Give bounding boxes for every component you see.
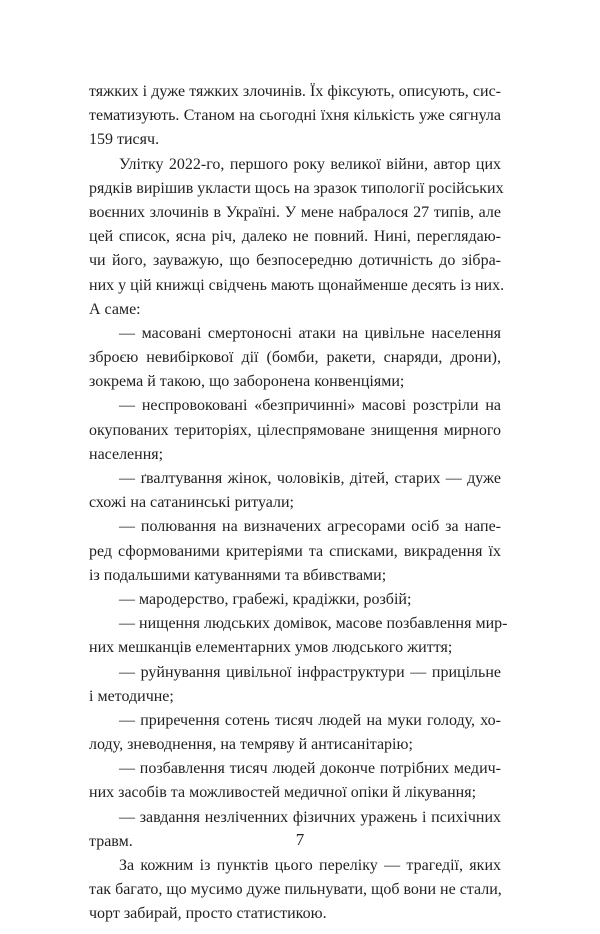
list-item-line: — руйнування цивільної інфраструктури — прицільне <box>119 663 501 681</box>
page-number: 7 <box>295 830 305 849</box>
list-item-line: із подальшими катуваннями та вбивствами; <box>89 566 387 584</box>
text-line: так багато, що мусимо дуже пильнувати, щоб вони не стали, <box>89 881 502 899</box>
list-item-line: — завдання незліченних фізичних уражень і психічних <box>119 808 501 826</box>
body-text <box>89 80 508 927</box>
text-line: воєнних злочинів в Україні. У мене набралося 27 типів, але <box>89 203 501 221</box>
text-line: тяжких і дуже тяжких злочинів. Їх фіксують, описують, сис- <box>89 83 501 100</box>
list-item-line: — позбавлення тисяч людей доконче потрібних медич- <box>119 760 501 778</box>
list-item-line: зокрема й такою, що заборонена конвенціями; <box>89 373 405 391</box>
list-item-line: — масовані смертоносні атаки на цивільне населення <box>119 324 501 342</box>
list-item-line: — нищення людських домівок, масове позбавлення мир- <box>119 615 508 633</box>
list-item-line: ред сформованими критеріями та списками, викрадення їх <box>89 542 501 560</box>
list-item-line: зброєю невибіркової дії (бомби, ракети, снаряди, дрони), <box>89 349 501 367</box>
text-line: чорт забирай, просто статистикою. <box>89 905 327 923</box>
list-item-line: — неспровоковані «безпричинні» масові розстріли на <box>119 397 501 415</box>
list-item-line: — приречення сотень тисяч людей на муки голоду, хо- <box>119 711 501 729</box>
text-line: Улітку 2022-го, першого року великої війни, автор цих <box>119 155 501 173</box>
list-item-line: — ґвалтування жінок, чоловіків, дітей, старих — дуже <box>119 470 501 487</box>
list-item-line: схожі на сатанинські ритуали; <box>89 494 294 512</box>
list-item-line: — мародерство, грабежі, крадіжки, розбій; <box>119 590 412 608</box>
text-line: чи його, зауважую, що безпосередню дотичність до зібра- <box>89 252 501 270</box>
text-line: цей список, ясна річ, далеко не повний. Нині, переглядаю- <box>89 228 501 246</box>
list-item-line: населення; <box>89 445 164 463</box>
text-line: них у цій книжці свідчень мають щонайменше десять із них. <box>89 276 505 294</box>
text-line: 159 тисяч. <box>89 131 160 149</box>
list-item-line: окупованих територіях, цілеспрямоване знищення мирного <box>89 421 501 439</box>
text-line: За кожним із пунктів цього переліку — трагедії, яких <box>119 857 501 874</box>
list-item-line: травм. <box>89 832 133 850</box>
text-line: А саме: <box>89 300 141 318</box>
list-item-line: них засобів та можливостей медичної опіки й лікування; <box>89 784 477 802</box>
text-line: тематизують. Станом на сьогодні їхня кількість уже сягнула <box>89 107 501 125</box>
list-item-line: — полювання на визначених агресорами осіб за напе- <box>119 518 501 536</box>
list-item-line: і методичне; <box>89 687 174 705</box>
text-line: рядків вирішив укласти щось на зразок типології російських <box>89 179 504 197</box>
list-item-line: них мешканців елементарних умов людського життя; <box>89 639 453 657</box>
list-item-line: лоду, зневоднення, на темряву й антисанітарію; <box>89 736 413 754</box>
